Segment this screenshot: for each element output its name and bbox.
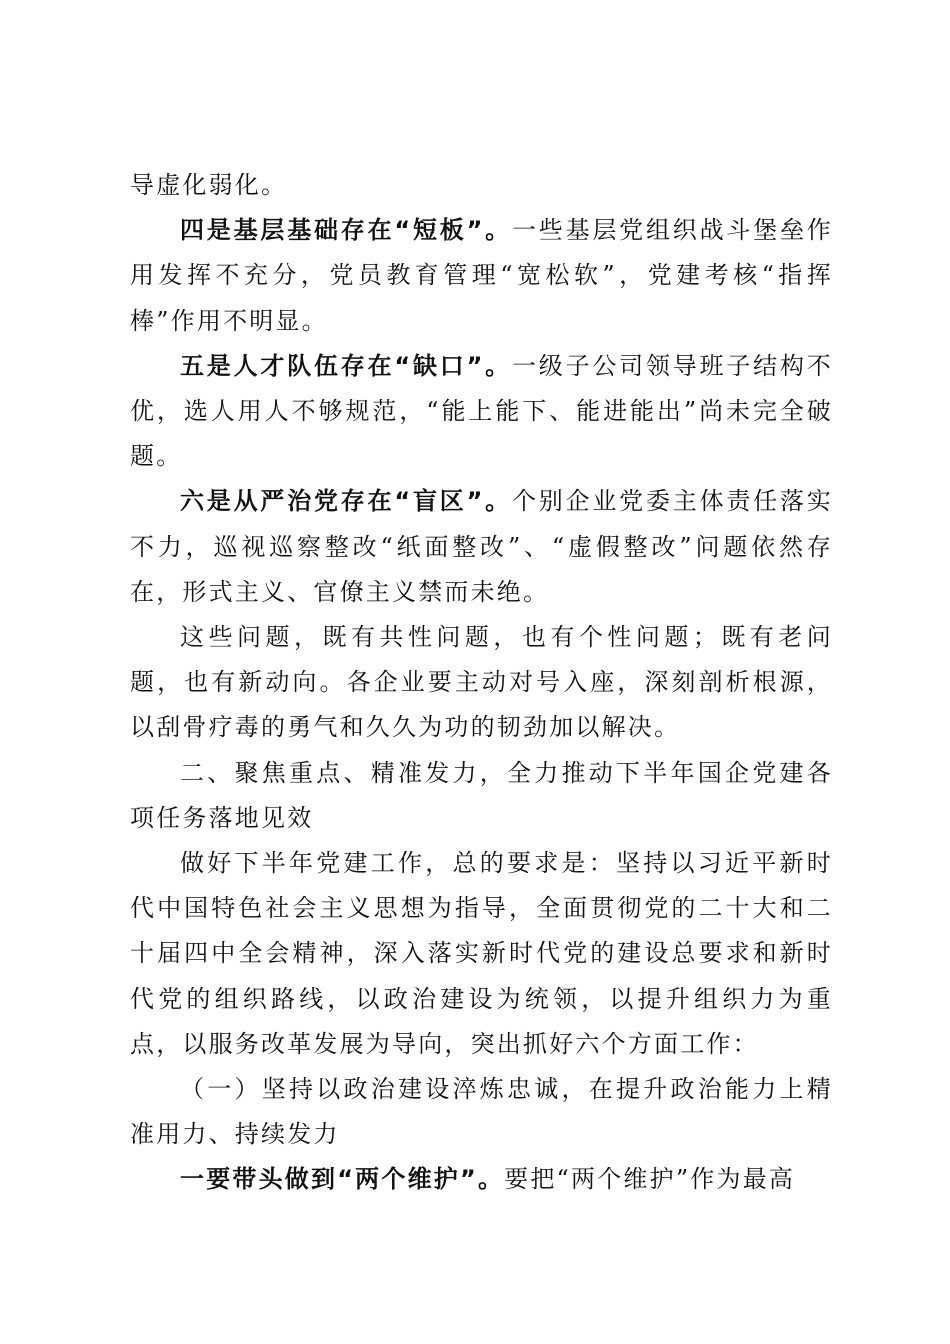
paragraph-talent — [130, 344, 833, 480]
section-heading-text: 二、聚焦重点、精准发力，全力推动下半年国企党建各项任务落地见效 — [130, 758, 833, 832]
document-body — [130, 163, 833, 1203]
paragraph-text: 个别企业党委主体责任落实不力，巡视巡察整改“纸面整改”、“虚假整改”问题依然存在，形式主义、官僚主义禁而未绝。 — [130, 487, 833, 606]
paragraph-requirements — [130, 841, 833, 1067]
paragraph-heading: 一要带头做到“两个维护”。 — [180, 1165, 505, 1194]
section-heading — [130, 751, 833, 841]
paragraph-text: 这些问题，既有共性问题，也有个性问题；既有老问题，也有新动向。各企业要主动对号入座，深刻剖析根源，以刮骨疗毒的勇气和久久为功的韧劲加以解决。 — [130, 623, 833, 742]
paragraph-two-safeguards — [130, 1157, 833, 1202]
paragraph-text: 做好下半年党建工作，总的要求是：坚持以习近平新时代中国特色社会主义思想为指导，全面贯彻党的二十大和二十届四中全会精神，深入落实新时代党的建设总要求和新时代党的组织路线，以政治建设为统领，以提升组织力为重点，以服务改革发展为导向，突出抓好六个方面工作： — [130, 849, 833, 1058]
paragraph-text: 一级子公司领导班子结构不优，选人用人不够规范，“能上能下、能进能出”尚未完全破题。 — [130, 351, 833, 471]
paragraph-summary — [130, 615, 833, 751]
paragraph-continuation — [130, 163, 833, 208]
subsection-heading-text: （一）坚持以政治建设淬炼忠诚，在提升政治能力上精准用力、持续发力 — [130, 1075, 833, 1149]
paragraph-heading: 五是人才队伍存在“缺口”。 — [180, 351, 512, 380]
paragraph-heading: 四是基层基础存在“短板”。 — [180, 216, 512, 245]
paragraph-text: 一些基层党组织战斗堡垒作用发挥不充分，党员教育管理“宽松软”，党建考核“指挥棒”作用不明显。 — [130, 216, 833, 335]
paragraph-text: 要把“两个维护”作为最高 — [504, 1165, 796, 1194]
paragraph-heading: 六是从严治党存在“盲区”。 — [180, 487, 512, 516]
paragraph-discipline — [130, 479, 833, 615]
subsection-heading — [130, 1067, 833, 1157]
paragraph-grassroots — [130, 208, 833, 344]
paragraph-text: 导虚化弱化。 — [130, 171, 288, 199]
